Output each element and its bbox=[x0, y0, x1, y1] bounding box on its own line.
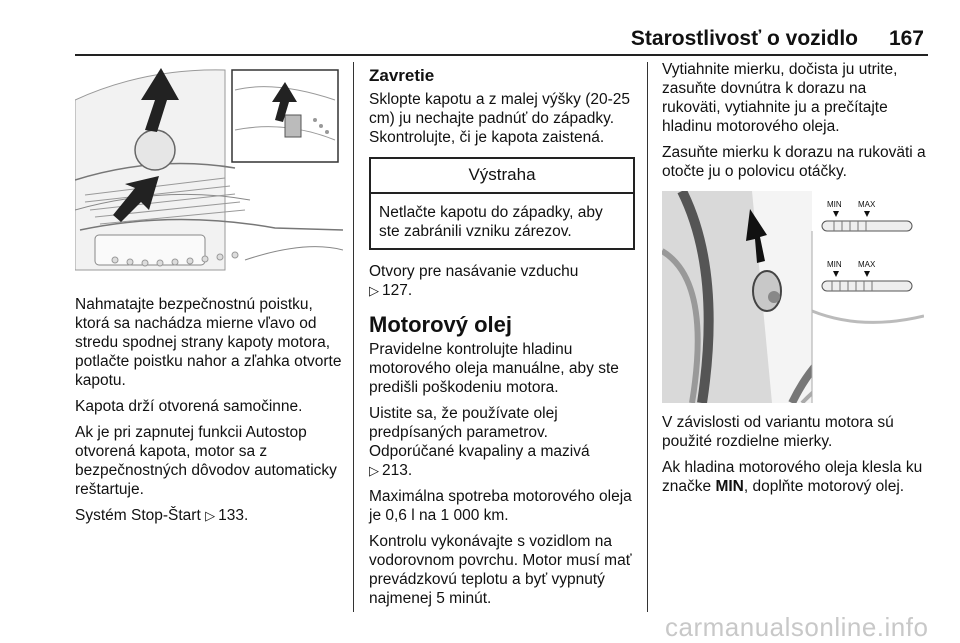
page-link[interactable]: 127. bbox=[382, 282, 413, 299]
hood-latch-illustration bbox=[75, 60, 343, 282]
column-2 bbox=[369, 60, 635, 615]
page-link[interactable]: 133. bbox=[218, 507, 249, 524]
min-mark-label: MIN bbox=[715, 478, 744, 495]
section-heading-oil: Motorový olej bbox=[369, 312, 513, 337]
column-divider bbox=[353, 62, 354, 612]
paragraph: V závislosti od variantu motora sú použité rozdielne mierky. bbox=[662, 414, 894, 450]
column-3 bbox=[662, 60, 928, 503]
dipstick-max-label: MAX bbox=[858, 260, 876, 269]
watermark: carmanualsonline.info bbox=[665, 612, 929, 642]
section-heading-closing: Zavretie bbox=[369, 66, 435, 85]
triangle-right-outline-icon: ▷ bbox=[369, 463, 379, 478]
stop-start-reference bbox=[75, 506, 343, 525]
paragraph: Ak je pri zapnutej funkcii Autostop otvorená kapota, motor sa z bezpečnostných dôvodov automaticky reštartuje. bbox=[75, 424, 337, 498]
paragraph: Nahmatajte bezpečnostnú poistku, ktorá sa nachádza mierne vľavo od stredu spodnej strany kapoty motora, potlačte poistku nahor a zľahka otvorte kapotu. bbox=[75, 296, 342, 389]
warning-title: Výstraha bbox=[371, 159, 633, 194]
paragraph: Sklopte kapotu a z malej výšky (20-25 cm) ju nechajte padnúť do západky. Skontrolujte, či je kapota zaistená. bbox=[369, 91, 631, 146]
page-title: Starostlivosť o vozidlo bbox=[630, 27, 858, 50]
column-divider bbox=[647, 62, 648, 612]
triangle-right-outline-icon: ▷ bbox=[205, 508, 216, 523]
dipstick-illustration bbox=[662, 191, 924, 403]
paragraph: Kapota drží otvorená samočinne. bbox=[75, 398, 303, 415]
paragraph: Vytiahnite mierku, dočista ju utrite, zasuňte dovnútra k dorazu na rukoväti, vytiahnite ju a prečítajte hladinu motorového oleja. bbox=[662, 61, 898, 135]
dipstick-min-label: MIN bbox=[827, 200, 842, 209]
paragraph bbox=[662, 458, 928, 496]
paragraph: Pravidelne kontrolujte hladinu motorového oleja manuálne, aby ste predišli poškodeniu motora. bbox=[369, 341, 619, 396]
paragraph: Zasuňte mierku k dorazu na rukoväti a otočte ju o polovicu otáčky. bbox=[662, 144, 926, 180]
triangle-right-outline-icon: ▷ bbox=[369, 283, 379, 298]
reference-text: Otvory pre nasávanie vzduchu bbox=[369, 263, 579, 280]
page-header bbox=[75, 0, 928, 56]
warning-text: Netlačte kapotu do západky, aby ste zabránili vzniku zárezov. bbox=[379, 204, 603, 240]
page-number: 167 bbox=[888, 27, 924, 50]
paragraph: Kontrolu vykonávajte s vozidlom na vodorovnom povrchu. Motor musí mať prevádzkovú teplotu a byť vypnutý najmenej 5 minút. bbox=[369, 533, 632, 607]
reference-text: Systém Stop-Štart bbox=[75, 507, 201, 524]
reference-text: Odporúčané kvapaliny a mazivá bbox=[369, 443, 590, 460]
page-link[interactable]: 213. bbox=[382, 462, 413, 479]
paragraph-line: Uistite sa, že používate olej predpísaných parametrov. bbox=[369, 405, 558, 441]
dipstick-max-label: MAX bbox=[858, 200, 876, 209]
paragraph bbox=[369, 404, 635, 480]
warning-box bbox=[369, 157, 635, 250]
dipstick-min-label: MIN bbox=[827, 260, 842, 269]
column-1 bbox=[75, 60, 343, 532]
air-intake-reference bbox=[369, 262, 635, 300]
paragraph-text: Ak hladina motorového oleja klesla ku značke bbox=[662, 459, 923, 495]
paragraph-text: , doplňte motorový olej. bbox=[743, 478, 905, 495]
paragraph: Maximálna spotreba motorového oleja je 0,6 l na 1 000 km. bbox=[369, 488, 632, 524]
